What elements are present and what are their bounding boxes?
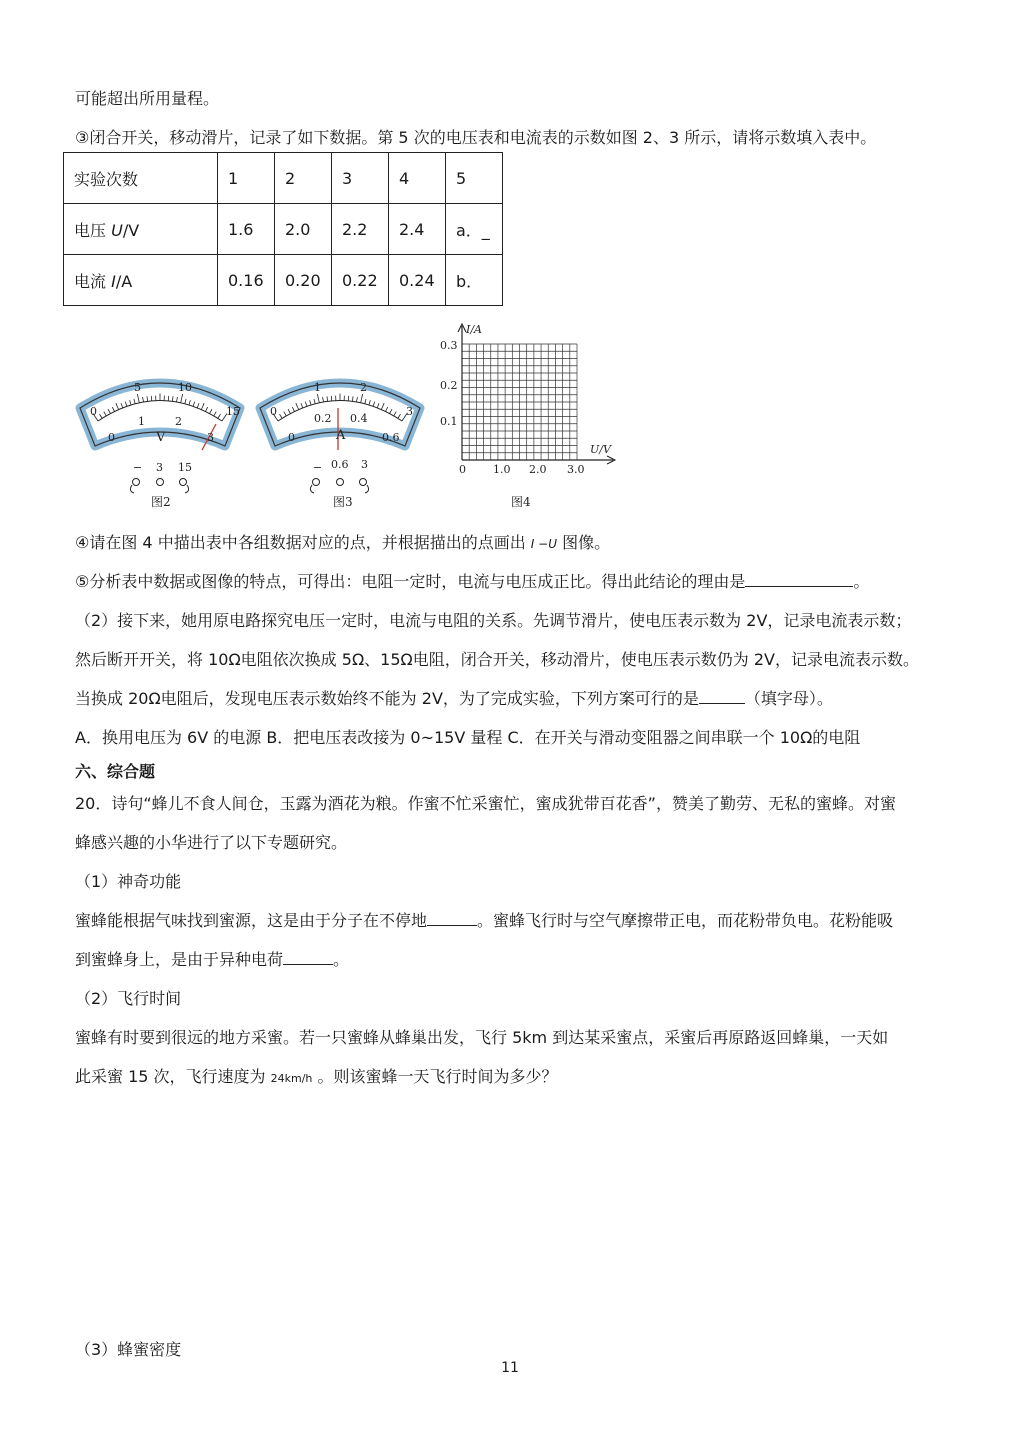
scale-tick [394,412,396,416]
text-line: 蜂感兴趣的小华进行了以下专题研究。 [75,833,348,852]
math-span: I −U [530,537,557,551]
table-row [64,255,503,306]
scale-tick [193,402,195,407]
text-line [75,569,869,592]
subheading: （2）飞行时间 [75,989,182,1008]
terminals [310,479,368,494]
text-line: 20．诗句“蜂儿不食人间仓，玉露为酒花为粮。作蜜不忙采蜜忙，蜜成犹带百花香”，赞美了勤劳、无私的蜜蜂。对蜜 [75,794,896,813]
unit-label: V [156,430,166,445]
figure-caption: 图4 [511,495,531,509]
subheading: （3）蜂蜜密度 [75,1340,182,1359]
row-symbol: U [111,220,123,240]
text-line: 然后断开开关，将 10Ω电阻依次换成 5Ω、15Ω电阻，闭合开关，移动滑片，使电压表示数仍为 2V，记录电流表示数。 [75,650,919,669]
terminal-label: 3 [156,461,163,474]
unit-label: A [336,428,346,443]
text-line: （2）接下来，她用原电路探究电压一定时，电流与电阻的关系。先调节滑片，使电压表示数为 2V，记录电流表示数； [75,611,912,630]
table-cell: 5 [446,153,503,204]
text-span: 此采蜜 15 次，飞行速度为 [75,1067,266,1086]
scale-tick [201,403,204,409]
page-number: 11 [501,1360,519,1376]
text-span: 。蜜蜂飞行时与空气摩擦带正电，而花粉带负电。花粉能吸 [477,911,894,930]
terminal-label: 0.6 [331,458,349,471]
scale-tick [284,412,286,416]
text-line: ③闭合开关，移动滑片，记录了如下数据。第 5 次的电压表和电流表的示数如图 2、3 所示，请将示数填入表中。 [75,128,877,147]
scale-tick [327,396,328,401]
table-row [64,153,503,204]
scale-tick [130,400,131,405]
x-axis-label: U/V [590,443,611,456]
scale-tick [301,403,303,408]
text-line [75,947,349,970]
scale-label: 0 [288,431,295,444]
scale-label: 0.4 [350,412,368,425]
scale-tick [305,402,307,407]
scale-tick [143,397,144,402]
table-cell: 0.22 [332,255,389,306]
scale-tick [121,403,123,408]
text-span: 。 [853,572,870,591]
scale-tick [385,407,387,411]
scale-tick [373,402,375,407]
scale-tick [296,403,299,409]
scale-tick [197,403,199,408]
text-line [75,686,833,709]
scale-label: 0.2 [314,412,332,425]
subheading: （1）神奇功能 [75,872,182,891]
text-line: 可能超出所用量程。 [75,89,220,108]
scale-tick [172,396,173,401]
scale-tick [369,400,370,405]
y-tick-label: 0.2 [440,379,458,392]
scale-tick [214,412,216,416]
scale-tick [323,397,324,402]
scale-tick [116,403,119,409]
terminal-label: 3 [361,458,368,471]
scale-arc [98,401,222,422]
table-cell: b． [446,255,503,306]
terminal-label: − [313,461,323,474]
scale-ticks [273,394,407,422]
table-cell [64,204,218,255]
table-cell: 0.16 [218,255,275,306]
text-line [75,530,610,553]
text-span: ④请在图 4 中描出表中各组数据对应的点，并根据描出的点画出 [75,533,526,552]
scale-arc [278,401,402,422]
scale-tick [189,400,190,405]
scale-tick [147,396,148,401]
table-cell: a．_ [446,204,503,255]
scale-tick [112,407,114,411]
x-tick-label: 3.0 [567,463,585,476]
text-span: 。 [333,950,350,969]
scale-tick [104,412,106,416]
text-line: 蜜蜂有时要到很远的地方采蜜。若一只蜜蜂从蜂巢出发，飞行 5km 到达某采蜜点，采蜜后再原路返回蜂巢，一天如 [75,1028,889,1047]
scale-label: 5 [134,381,141,394]
iu-grid-figure [435,320,625,480]
scale-label: 3 [207,431,214,444]
table-cell: 实验次数 [64,153,218,204]
x-tick-label: 0 [459,463,466,476]
text-line [75,908,893,931]
scale-tick [108,409,110,413]
voltmeter-figure [70,368,250,500]
scale-tick [134,399,135,404]
scale-tick [100,414,103,418]
figure-caption: 图2 [151,495,171,509]
table-cell: 2.2 [332,204,389,255]
scale-tick [137,394,139,403]
scale-label: 1 [314,381,321,394]
table-cell: 1.6 [218,204,275,255]
scale-tick [317,394,319,403]
scale-label: 2 [360,381,367,394]
x-tick-label: 2.0 [529,463,547,476]
scale-tick [365,399,366,404]
scale-tick [218,414,221,418]
y-tick-label: 0.3 [440,339,458,352]
answer-blank[interactable] [699,689,745,704]
text-span: （填字母）。 [744,689,833,708]
scale-tick [210,409,212,413]
y-axis-label: I/A [466,323,482,336]
text-span: 图像。 [562,533,611,552]
text-span: 当换成 20Ω电阻后，发现电压表示数始终不能为 2V，为了完成实验，下列方案可行的是 [75,689,699,708]
scale-ticks [93,394,227,422]
text-span: 蜜蜂能根据气味找到蜜源，这是由于分子在不停地 [75,911,428,930]
scale-tick [398,414,401,418]
scale-tick [361,394,363,403]
scale-label: 2 [175,415,182,428]
scale-label: 1 [138,415,145,428]
row-label: 电压 [74,220,107,240]
scale-tick [352,396,353,401]
scale-tick [310,400,311,405]
scale-label: 0 [108,431,115,444]
text-line [75,1064,558,1087]
table-cell: 2.0 [275,204,332,255]
x-tick-label: 1.0 [493,463,511,476]
row-label: 电流 [74,271,107,291]
speed-span: 24km/h [270,1072,313,1085]
scale-tick [205,407,207,411]
figure-caption: 图3 [333,495,353,509]
grid [462,344,577,460]
answer-blank[interactable] [427,911,477,926]
terminal-label: − [133,461,143,474]
scale-label: 0.6 [382,431,400,444]
text-span: 到蜜蜂身上，是由于异种电荷 [75,950,284,969]
section-heading: 六、综合题 [75,762,156,781]
scale-tick [314,399,315,404]
row-unit: /V [122,220,140,240]
scale-tick [390,409,392,413]
scale-tick [288,409,290,413]
scale-tick [381,403,384,409]
scale-tick [357,397,358,402]
scale-tick [292,407,294,411]
scale-label: 0 [270,405,277,418]
scale-label: 15 [226,405,240,418]
scale-tick [280,414,283,418]
scale-tick [181,394,183,403]
options-line: A．换用电压为 6V 的电源 B．把电压表改接为 0~15V 量程 C．在开关与滑动变阻器之间串联一个 10Ω的电阻 [75,728,861,747]
scale-label: 3 [406,405,413,418]
scale-label: 10 [178,381,192,394]
ammeter-figure [250,368,430,500]
data-table [63,152,503,306]
scale-tick [177,397,178,402]
answer-blank[interactable] [745,572,853,587]
answer-blank[interactable] [283,950,333,965]
y-tick-label: 0.1 [440,415,458,428]
text-span: 。则该蜜蜂一天飞行时间为多少？ [317,1067,558,1086]
scale-tick [125,402,127,407]
table-cell: 4 [389,153,446,204]
scale-label: 0 [90,405,97,418]
row-unit: /A [115,271,133,291]
table-cell [64,255,218,306]
table-cell: 0.20 [275,255,332,306]
text-span: ⑤分析表中数据或图像的特点，可得出：电阻一定时，电流与电压成正比。得出此结论的理由是 [75,572,746,591]
row-symbol: I [111,271,116,291]
terminal-label: 15 [178,461,192,474]
terminals [130,479,188,494]
table-cell: 0.24 [389,255,446,306]
table-cell: 2.4 [389,204,446,255]
scale-tick [377,403,379,408]
table-cell: 1 [218,153,275,204]
scale-tick [185,399,186,404]
table-row [64,204,503,255]
table-cell: 3 [332,153,389,204]
table-cell: 2 [275,153,332,204]
